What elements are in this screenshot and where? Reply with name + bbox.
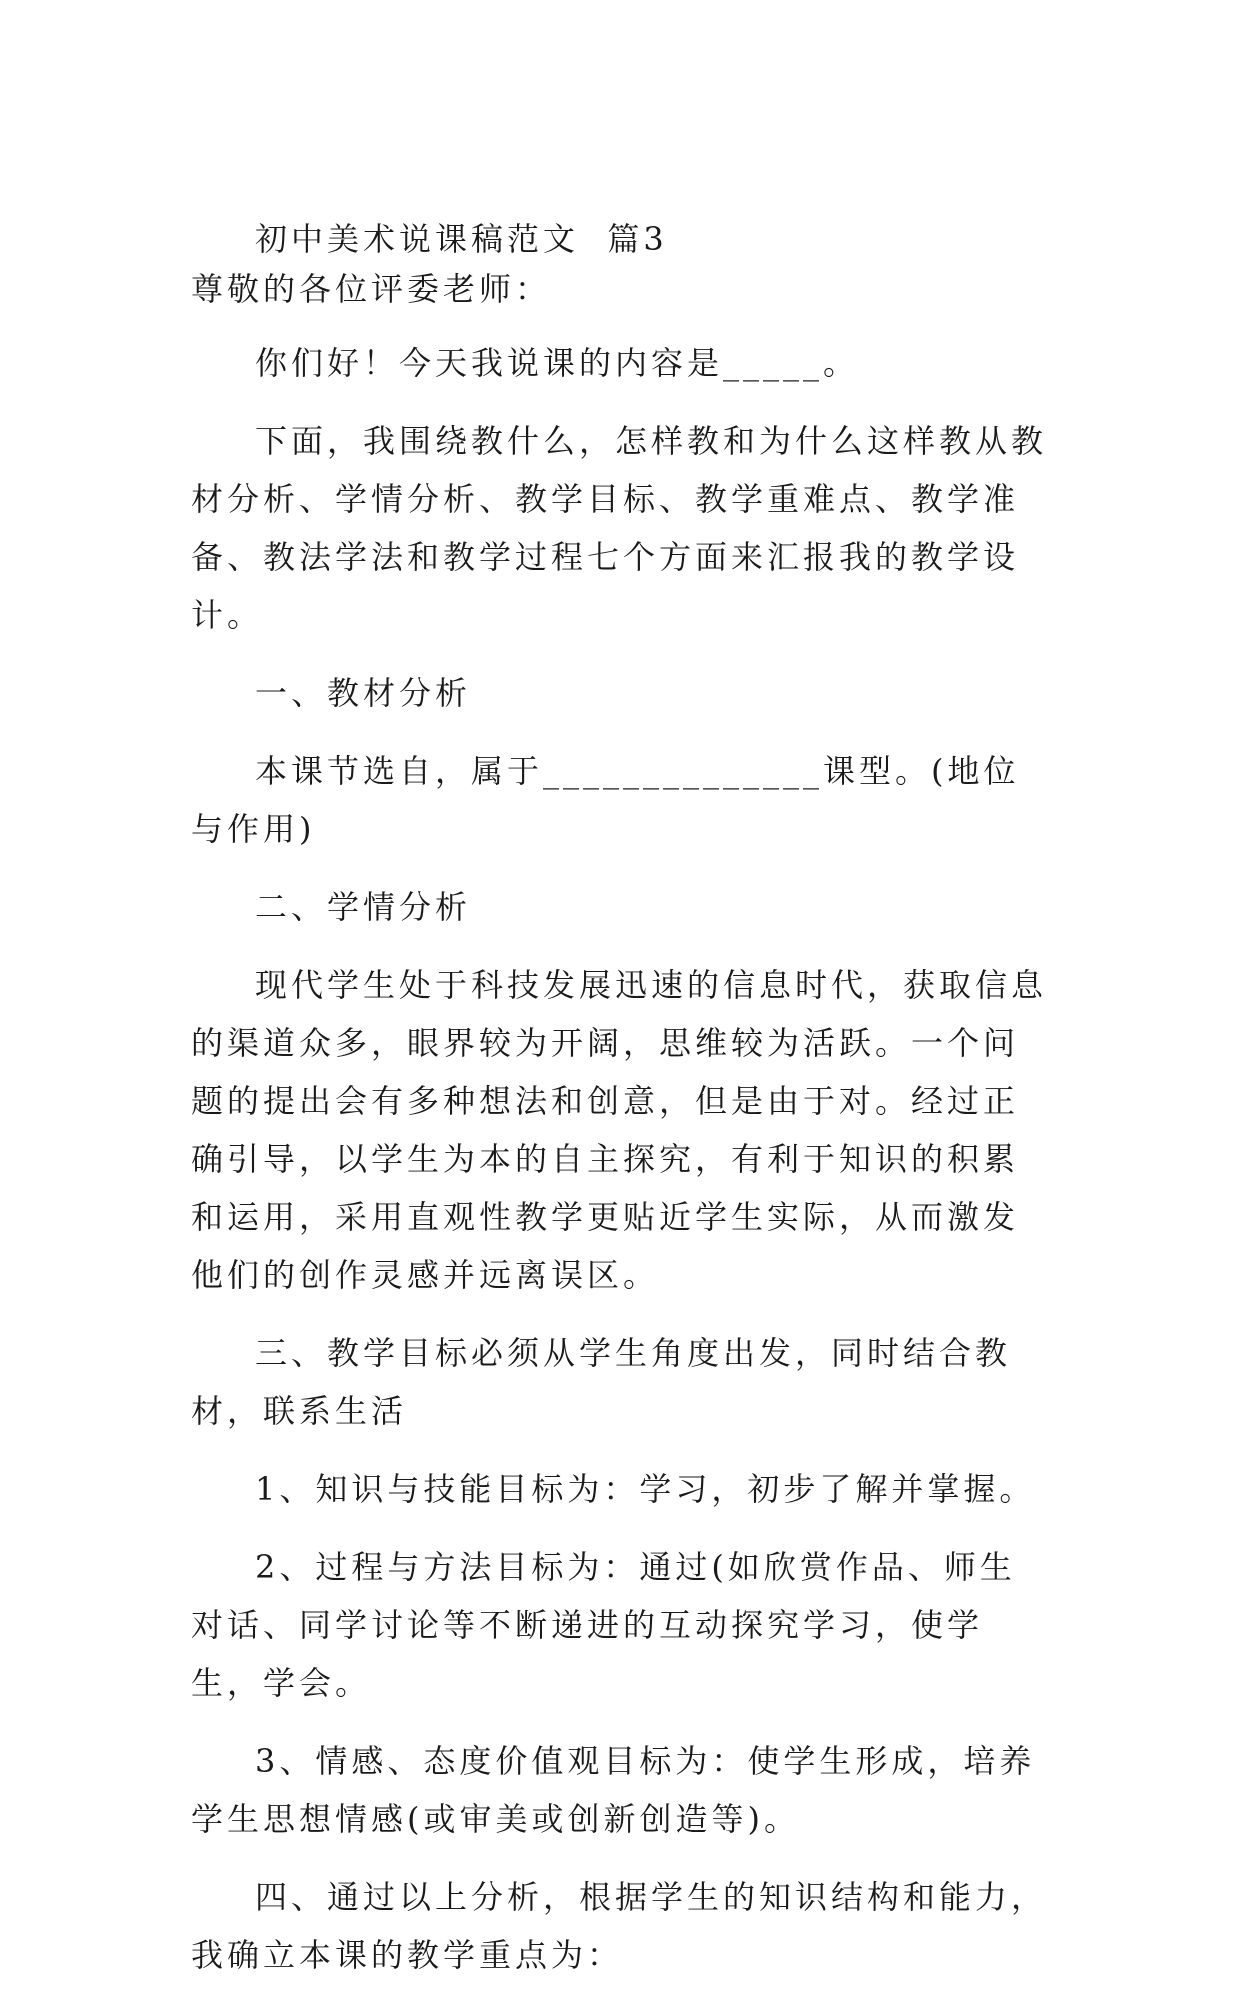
document-title: 初中美术说课稿范文 篇3 bbox=[255, 220, 668, 258]
paragraph-overview: 下面，我围绕教什么，怎样教和为什么这样教从教材分析、学情分析、教学目标、教学重难点、教学准备、教法学法和教学过程七个方面来汇报我的教学设计。 bbox=[191, 422, 1048, 634]
objective-emotion-values: 3、情感、态度价值观目标为：使学生形成，培养学生思想情感(或审美或创新创造等)。 bbox=[191, 1742, 1036, 1838]
paragraph-greeting: 你们好！今天我说课的内容是_____。 bbox=[255, 344, 860, 382]
heading-teaching-objectives: 三、教学目标必须从学生角度出发，同时结合教材，联系生活 bbox=[191, 1334, 1012, 1430]
heading-textbook-analysis: 一、教材分析 bbox=[255, 674, 472, 712]
objective-process-methods: 2、过程与方法目标为：通过(如欣赏作品、师生对话、同学讨论等不断递进的互动探究学习，使学生，学会。 bbox=[191, 1548, 1016, 1702]
document-body bbox=[191, 214, 1051, 2004]
paragraph-student-analysis: 现代学生处于科技发展迅速的信息时代，获取信息的渠道众多，眼界较为开阔，思维较为活跃。一个问题的提出会有多种想法和创意，但是由于对。经过正确引导，以学生为本的自主探究，有利于知识的积累和运用，采用直观性教学更贴近学生实际，从而激发他们的创作灵感并远离误区。 bbox=[191, 966, 1048, 1294]
salutation: 尊敬的各位评委老师： bbox=[191, 270, 552, 308]
paragraph-textbook-analysis: 本课节选自，属于______________课型。(地位与作用) bbox=[191, 752, 1020, 848]
objective-knowledge-skills: 1、知识与技能目标为：学习，初步了解并掌握。 bbox=[255, 1470, 1036, 1508]
heading-teaching-focus: 四、通过以上分析，根据学生的知识结构和能力，我确立本课的教学重点为： bbox=[191, 1878, 1048, 1974]
heading-student-analysis: 二、学情分析 bbox=[255, 888, 472, 926]
